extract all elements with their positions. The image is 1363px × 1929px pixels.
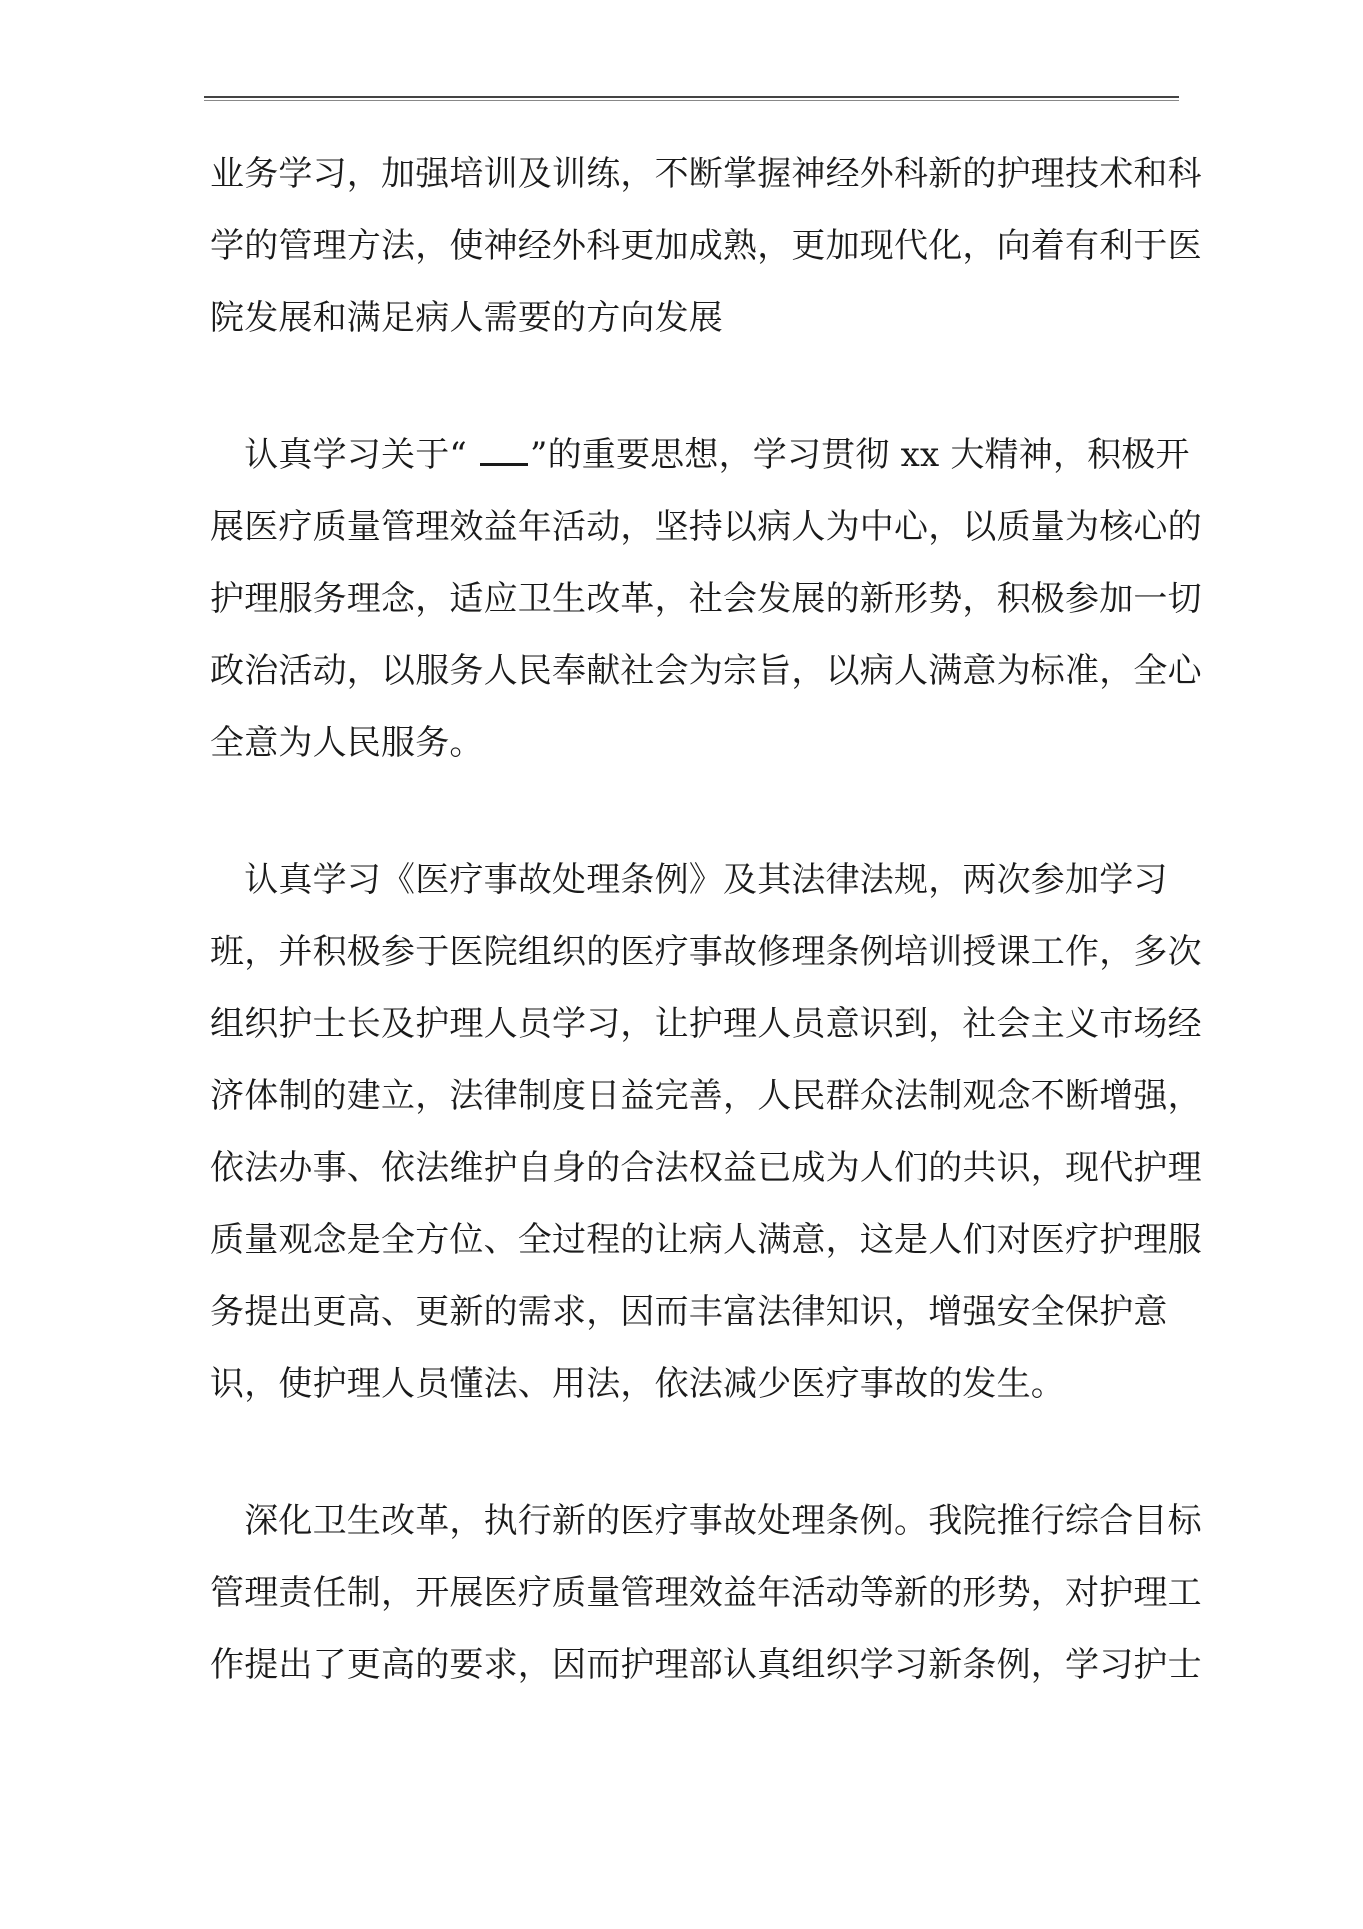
text-line: 院发展和满足病人需要的方向发展 [210,298,723,338]
text-segment: 认真学习关于“ [210,435,478,475]
paragraph-1 [210,138,1210,354]
text-line: 济体制的建立，法律制度日益完善，人民群众法制观念不断增强， [210,1076,1202,1116]
text-line: 认真学习《医疗事故处理条例》及其法律法规，两次参加学习 [210,860,1168,900]
text-line: 业务学习，加强培训及训练，不断掌握神经外科新的护理技术和科 [210,154,1202,194]
text-line [210,419,1210,491]
fill-in-blank [480,433,528,466]
text-line: 管理责任制，开展医疗质量管理效益年活动等新的形势，对护理工 [210,1573,1202,1613]
text-line: 质量观念是全方位、全过程的让病人满意，这是人们对医疗护理服 [210,1220,1202,1260]
header-rule [204,96,1179,101]
text-line: 务提出更高、更新的需求，因而丰富法律知识，增强安全保护意 [210,1292,1168,1332]
text-segment: ”的重要思想，学习贯彻 xx 大精神，积极开 [530,435,1190,475]
text-line: 政治活动，以服务人民奉献社会为宗旨，以病人满意为标准，全心 [210,651,1202,691]
paragraph-2 [210,419,1210,779]
document-body [210,138,1210,1701]
paragraph-3 [210,844,1210,1420]
text-line: 作提出了更高的要求，因而护理部认真组织学习新条例，学习护士 [210,1645,1202,1685]
text-line: 护理服务理念，适应卫生改革，社会发展的新形势，积极参加一切 [210,579,1202,619]
text-line: 全意为人民服务。 [210,723,484,763]
paragraph-4 [210,1485,1210,1701]
text-line: 展医疗质量管理效益年活动，坚持以病人为中心，以质量为核心的 [210,507,1202,547]
text-line: 识，使护理人员懂法、用法，依法减少医疗事故的发生。 [210,1364,1065,1404]
text-line: 班，并积极参于医院组织的医疗事故修理条例培训授课工作，多次 [210,932,1202,972]
text-line: 深化卫生改革，执行新的医疗事故处理条例。我院推行综合目标 [210,1501,1202,1541]
text-line: 依法办事、依法维护自身的合法权益已成为人们的共识，现代护理 [210,1148,1202,1188]
text-line: 组织护士长及护理人员学习，让护理人员意识到，社会主义市场经 [210,1004,1202,1044]
text-line: 学的管理方法，使神经外科更加成熟，更加现代化，向着有利于医 [210,226,1202,266]
